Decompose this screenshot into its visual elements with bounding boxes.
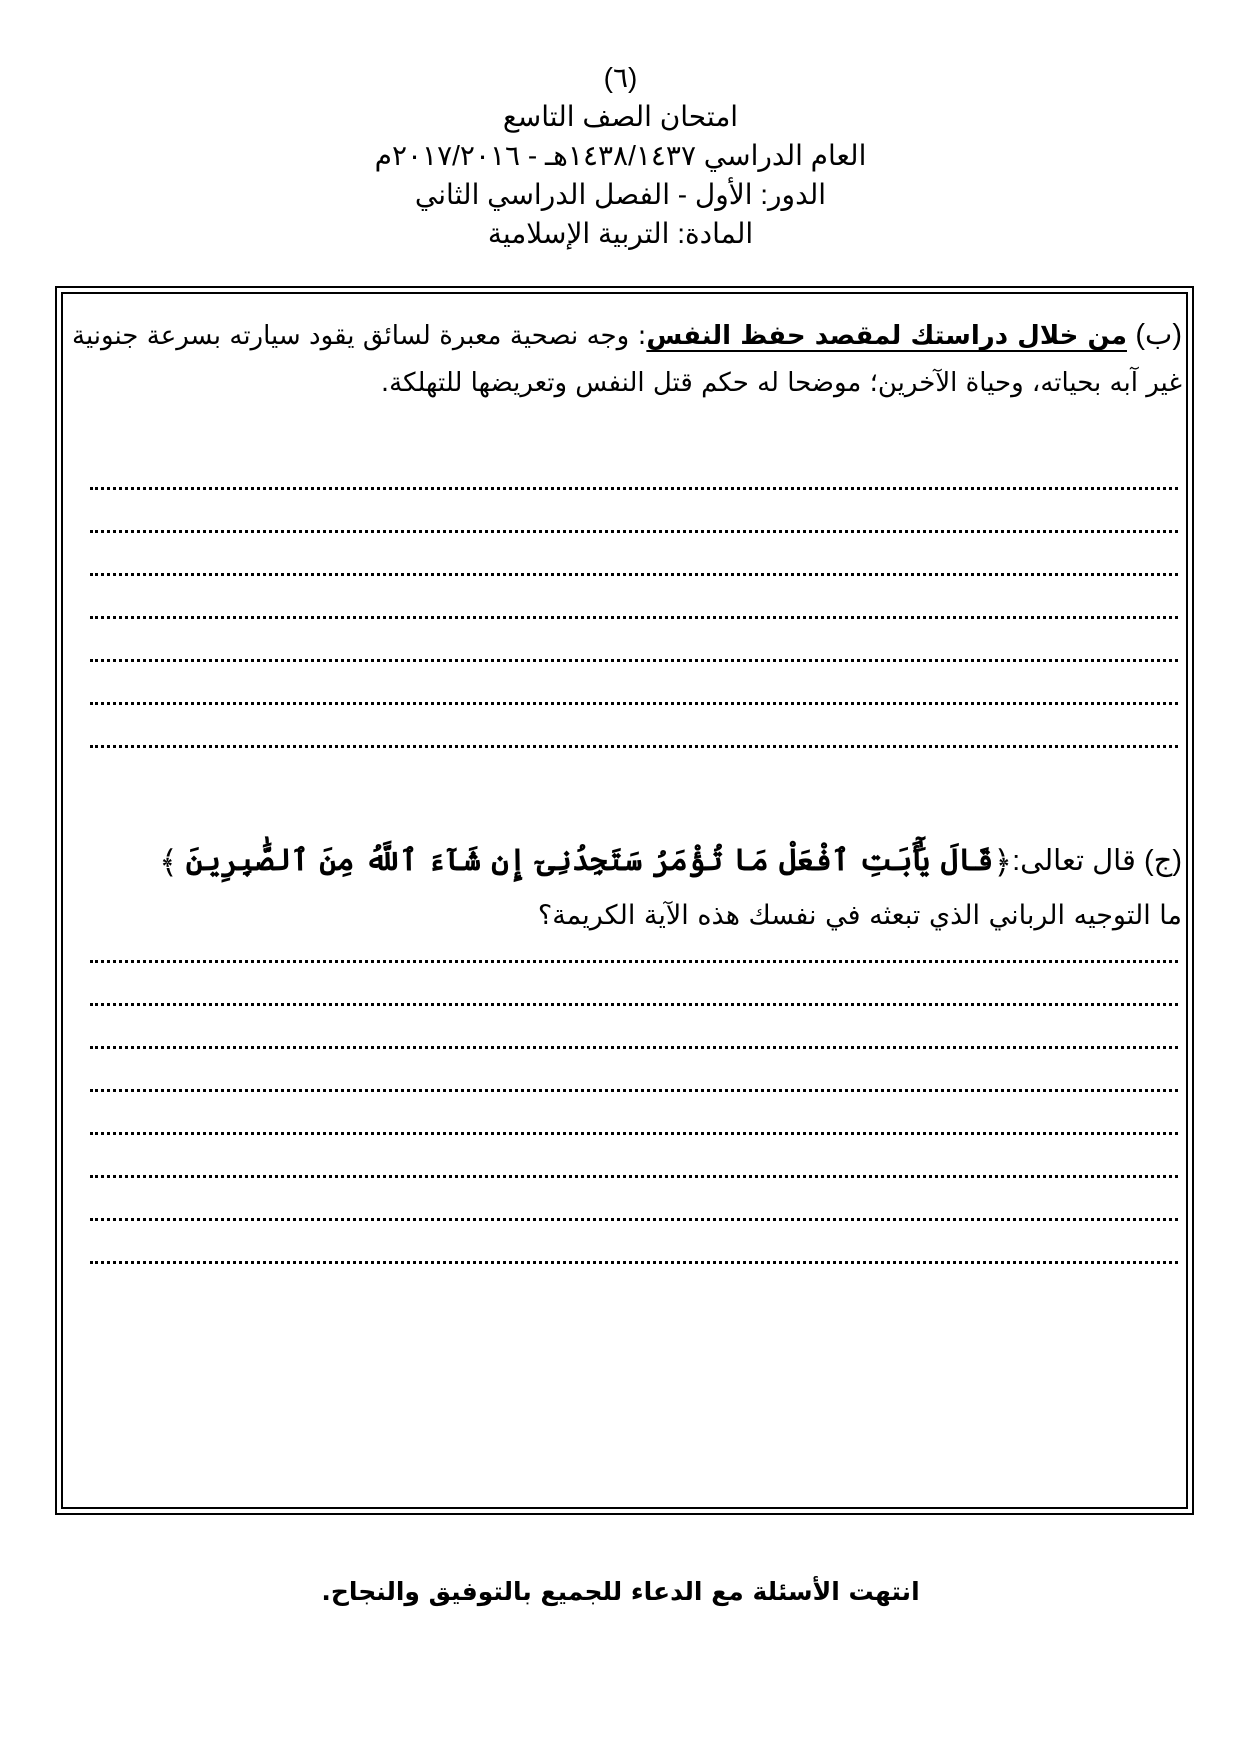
answer-line[interactable] (90, 1221, 1178, 1264)
answer-lines-c[interactable] (90, 920, 1178, 1264)
verse-ornament-close: ﴾ (158, 843, 178, 882)
question-c-intro: قال تعالى: (1012, 845, 1136, 877)
verse-ornament-open: ﴿ (993, 843, 1013, 882)
answer-line[interactable] (90, 1178, 1178, 1221)
answer-line[interactable] (90, 705, 1178, 748)
question-b (72, 312, 1182, 407)
exam-header (0, 58, 1241, 253)
answer-line[interactable] (90, 920, 1178, 963)
answer-line[interactable] (90, 1006, 1178, 1049)
exam-title: امتحان الصف التاسع (502, 101, 739, 132)
answer-line[interactable] (90, 533, 1178, 576)
answer-line[interactable] (90, 662, 1178, 705)
closing-note: انتهت الأسئلة مع الدعاء للجميع بالتوفيق والنجاح. (321, 1577, 920, 1606)
answer-line[interactable] (90, 1092, 1178, 1135)
answer-line[interactable] (90, 490, 1178, 533)
answer-line[interactable] (90, 963, 1178, 1006)
question-c-verse-line (72, 836, 1182, 887)
exam-subject: المادة: التربية الإسلامية (487, 218, 754, 249)
answer-line[interactable] (90, 447, 1178, 490)
question-b-label: (ب) (1135, 319, 1183, 351)
answer-line[interactable] (90, 576, 1178, 619)
question-b-text: : وجه نصحية معبرة لسائق يقود سيارته بسرعة جنونية غير آبه بحياته، وحياة الآخرين؛ موضحا له حكم قتل النفس وتعريضها للتهلكة. (72, 321, 1182, 398)
question-c-question: ما التوجيه الرباني الذي تبعثه في نفسك هذه الآية الكريمة؟ (537, 900, 1182, 931)
question-c-label: (ج) (1143, 845, 1182, 877)
exam-session: الدور: الأول - الفصل الدراسي الثاني (414, 179, 827, 210)
answer-line[interactable] (90, 619, 1178, 662)
quran-verse: قَالَ يَٰٓأَبَتِ ٱفْعَلْ مَا تُؤْمَرُ سَتَجِدُنِىٓ إِن شَآءَ ٱللَّهُ مِنَ ٱلصَّٰبِرِينَ (185, 843, 994, 878)
academic-year: العام الدراسي ١٤٣٨/١٤٣٧هـ - ٢٠١٧/٢٠١٦م (374, 140, 867, 171)
answer-line[interactable] (90, 1049, 1178, 1092)
page-number: (٦) (603, 62, 638, 93)
question-b-lead: من خلال دراستك لمقصد حفظ النفس (646, 321, 1127, 351)
answer-line[interactable] (90, 1135, 1178, 1178)
answer-lines-b[interactable] (90, 447, 1178, 748)
